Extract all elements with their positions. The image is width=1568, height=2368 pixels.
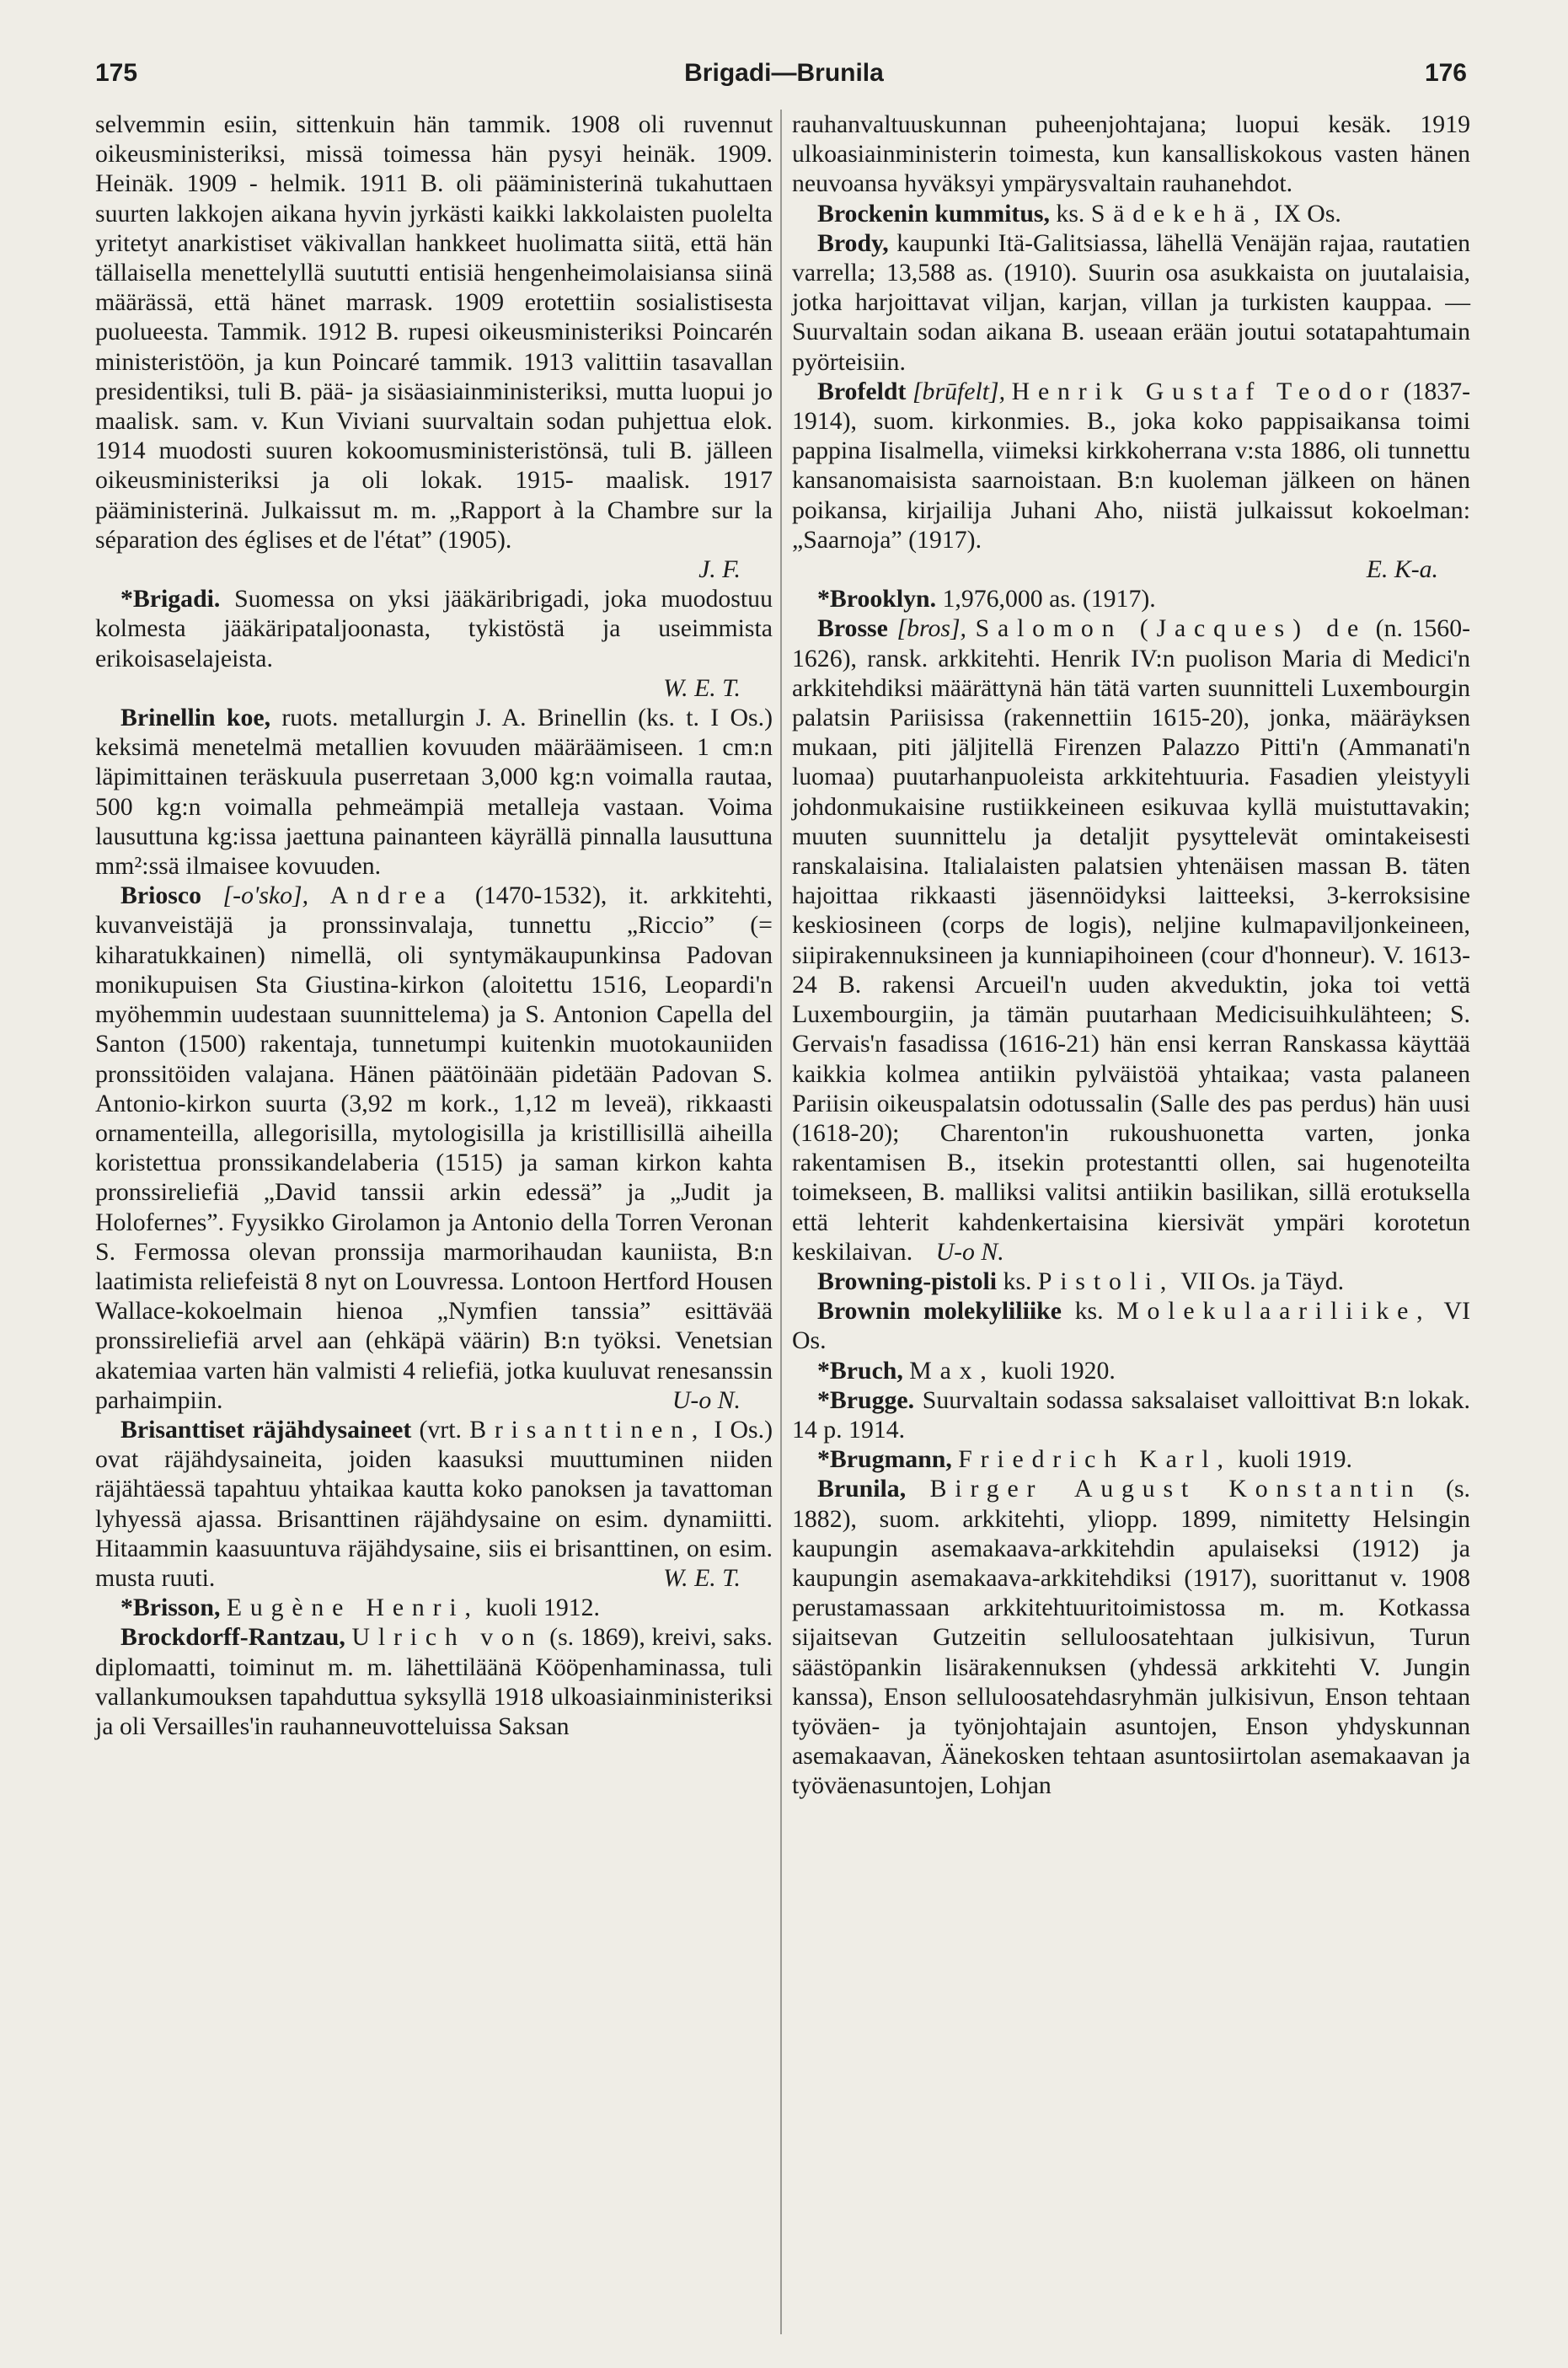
entry-text: Suomessa on yksi jääkäribrigadi, joka muodostuu kolmesta jääkäripataljoonasta, tykistöstä ja useimmista erikoisaselajeista. xyxy=(95,585,773,672)
see-also-prefix: ks. xyxy=(1003,1267,1032,1295)
given-name: Andrea xyxy=(329,881,454,910)
entry-text: (s. 1869), kreivi, saks. diplomaatti, toiminut m. m. lähettiläänä Kööpenhaminassa, tuli vallankumouksen tapahduttua syksyllä 1918 ulkoasiainministeriksi ja oli Versailles'in rauhanneuvotteluissa Saksan xyxy=(95,1623,773,1740)
headword: Brownin molekyliliike xyxy=(817,1297,1062,1326)
page-number-left: 175 xyxy=(95,59,138,87)
entry-brockenin-kummitus xyxy=(792,199,1470,228)
entry-brigadi xyxy=(95,584,773,673)
entry-text: selvemmin esiin, sittenkuin hän tammik. 1908 oli ruvennut oikeusministeriksi, missä toimessa hän pysyi heinäk. 1909. Heinäk. 1909 - helmik. 1911 B. oli pääministerinä tukahuttaen suurten lakkojen aikana hyvin jyrkästi kaikki lakkolaisten puolelta yritetyt anarkistiset väkivallan hankkeet huolimatta siitä, että hän tällaisella menettelyllä suututti entisiä hengenheimolaisiansa siinä määrässä, että hänet marrask. 1909 erotettiin sosialistisesta puolueesta. Tammik. 1912 B. rupesi oikeusministeriksi Poincarén ministeristöön, ja kun Poincaré tammik. 1913 valittiin tasavallan presidentiksi, tuli B. pää- ja sisäasiainministeriksi, mutta luopui jo maalisk. sam. v. Kun Viviani suurvaltain sodan puhjettua elok. 1914 muodosti suuren kokoomusministeristönsä, tuli B. jälleen oikeusministeriksi ja oli lokak. 1915- maalisk. 1917 pääministerinä. Julkaissut m. m. „Rapport à la Chambre sur la séparation des églises et de l'état” (1905). xyxy=(95,110,773,554)
headword: *Brooklyn. xyxy=(817,585,937,613)
headword: Brockenin kummitus, xyxy=(817,199,1050,228)
headword: Brunila, xyxy=(817,1475,907,1503)
entry-browning-pistoli xyxy=(792,1267,1470,1296)
column-divider xyxy=(780,110,782,2334)
entry-text: VII Os. ja Täyd. xyxy=(1180,1267,1345,1295)
entry-text: (1470-1532), it. arkkitehti, kuvanveistäjä ja pronssinvalaja, tunnettu „Riccio” (= kiharatukkainen) nimellä, oli syntymäkaupunkinsa Padovan monikupuisen Sta Giustina-kirkon (aloitettu 1516, Leopardi'n myöhemmin uudestaan suunnittelema) ja S. Antonion Capella del Santon (1500) rakentaja, tunnetumpi kuitenkin muotokauniiden pronssitöiden valajana. Hänen päätöinään pidetään Padovan S. Antonio-kirkon suurta (3,92 m kork., 1,12 m leveä), rikkaasti ornamenteilla, allegorisilla, mytologisilla ja kristillisillä aiheilla koristettua pronssikandelaberia (1515) ja saman kirkon kahta pronssireliefiä „David tanssii arkin edessä” ja „Judit ja Holofernes”. Fyysikko Girolamon ja Antonio della Torren Veronan S. Fermossa olevan pronssija marmorihaudan kauniista, B:n laatimista reliefeistä 8 nyt on Louvressa. Lontoon Hertford Housen Wallace-kokoelmain hienoa „Nymfien tanssia” esittävää pronssireliefiä arvel aan (ehkäpä väärin) B:n työksi. Venetsian akatemiaa varten hän valmisti 4 reliefiä, jotka kuuluvat renesanssin parhaimpiin. xyxy=(95,881,773,1414)
entry-brockdorff-rantzau xyxy=(95,1622,773,1741)
entry-text: Suurvaltain sodassa saksalaiset valloittivat B:n lokak. 14 p. 1914. xyxy=(792,1385,1471,1444)
author-signature: U-o N. xyxy=(935,1237,1004,1266)
entry-text: (n. 1560-1626), ransk. arkkitehti. Henrik IV:n puolison Maria di Medici'n arkkitehdiksi määrättynä hän tätä varten suunnitteli Luxembourgin palatsin Pariisissa (rakennettiin 1615-20), jonka, määräyksen mukaan, piti jäljitellä Firenzen Palazzo Pitti'n (Ammanati'n luomaa) puutarhanpuoleista arkkitehtuuria. Fasadien yleistyyli johdonmukaisine rustiikkeineen esikuvaa kyllä muistuttavakin; muuten suunnittelu ja detaljit pysyttelevät omintakeisesti ranskalaisina. Italialaisten palatsien yhtenäisen massan B. täten hajoittaa rikkaasti jäsennöidyksi laitteeksi, 3-kerroksisine keskiosineen (corps de logis), neljine kulmapaviljonkeineen, siipirakennuksineen ja kunniapihoineen (cour d'honneur). V. 1613-24 B. rakensi Arcueil'n uuden akveduktin, joka toi vettä Luxembourgiin, ja tämän puutarhaan Medicisuihkulähteen; S. Gervais'n fasadissa (1616-21) hän ensi kerran Ranskassa käyttää kaikkia kolmea antiikin pylväistöä yhtaikaa; vasta palaneen Pariisin oikeuspalatsin odotussalin (Salle des pas perdus) hän uusi (1618-20); Charenton'in rukoushuonetta varten, jonka rakentamisen B., itsekin protestantti ollen, sai hugenoteilta toimekseen, B. malliksi valitsi antiikin basilikan, sillä erotuksella että lehterit kahdenkertaisina kiersivät ympäri korotetun keskilaivan. xyxy=(792,614,1471,1266)
author-signature: E. K-a. xyxy=(1366,555,1438,584)
entry-text: (s. 1882), suom. arkkitehti, yliopp. 1899, nimitetty Helsingin kaupungin asemakaava-arkkitehdin apulaiseksi (1912) ja kaupungin asemakaava-arkkitehdiksi (1917), suorittanut v. 1908 perustamassaan arkkitehtuuritoimistossa m. m. Kotkassa sijaitsevan Gutzeitin selluloosatehtaan julkisivun, Turun säästöpankin lisärakennuksen (yhdessä arkkitehti V. Jungin kanssa), Enson selluloosatehdasryhmän julkisivun, Enson tehtaan työväen- ja työnjohtajain asuntojen, Enson yhdyskunnan asemakaavan, Äänekosken tehtaan asuntosiirtolan asemakaavan ja työväenasuntojen, Lohjan xyxy=(792,1475,1470,1800)
right-column xyxy=(792,110,1470,2351)
entry-text: IX Os. xyxy=(1274,199,1341,228)
entry-brofeldt xyxy=(792,377,1470,554)
given-name: Eugène Henri, xyxy=(226,1594,479,1622)
entry-text: (1837-1914), suom. kirkonmies. B., joka koko pappisaikansa toimi pappina Iisalmella, viimeksi kirkkoherrana v:sta 1886, oli tunnettu kansanomaisista saarnoistaan. B:n kuoleman jälkeen on hänen poikansa, kirjailija Juhani Aho, niistä julkaissut kokoelman: „Saarnoja” (1917). xyxy=(792,377,1471,554)
headword: Briosco xyxy=(120,881,201,910)
entry-brody xyxy=(792,228,1470,377)
headword: Brody, xyxy=(817,228,889,257)
entry-briosco xyxy=(95,881,773,1415)
entry-continuation-briand xyxy=(95,110,773,554)
entry-text: rauhanvaltuuskunnan puheenjohtajana; luopui kesäk. 1919 ulkoasiainministerin toimesta, kun kansalliskokous vasten hänen neuvoansa hyväksyi ympärysvaltain rauhanehdot. xyxy=(792,110,1470,198)
pronunciation: [-o'sko], xyxy=(222,881,309,910)
entry-text: I Os.) ovat räjähdysaineita, joiden kaasuksi muuttuminen niiden räjähtäessä tapahtuu yhtaikaa kautta koko panoksen ja tavattoman lyhyessä ajassa. Brisanttinen räjähdysaine on esim. dynamiitti. Hitaammin kaasuuntuva räjähdysaine, siis ei brisanttinen, on esim. musta ruuti. xyxy=(95,1415,773,1592)
given-name: Max, xyxy=(909,1356,995,1385)
headword: Browning-pistoli xyxy=(817,1267,998,1295)
headword: *Brigadi. xyxy=(120,585,221,613)
headword: Brofeldt xyxy=(817,377,907,405)
running-title: Brigadi—Brunila xyxy=(684,59,884,87)
entry-brisanttiset xyxy=(95,1415,773,1593)
entry-text: kuoli 1912. xyxy=(485,1594,600,1622)
headword: Brinellin koe, xyxy=(120,704,271,732)
entry-text: ruots. metallurgin J. A. Brinellin (ks. t. I Os.) keksimä menetelmä metallien kovuuden määräämiseen. 1 cm:n läpimittainen teräskuula puserretaan 3,000 kg:n voimalla rautaa, 500 kg:n voimalla pehmeämpiä metalleja vastaan. Voima lausuttuna kg:issa jaettuna painanteen käyrällä pinnalla lausuttuna mm²:ssä ilmaisee kovuuden. xyxy=(95,704,773,881)
entry-text: kuoli 1919. xyxy=(1238,1445,1353,1474)
entry-brugmann xyxy=(792,1444,1470,1474)
entry-bruch xyxy=(792,1356,1470,1385)
entry-brownin-molekyliliike xyxy=(792,1296,1470,1355)
cross-reference: Brisanttinen, xyxy=(469,1415,707,1444)
entry-brugge xyxy=(792,1385,1470,1444)
headword: Brosse xyxy=(817,614,888,643)
author-signature: W. E. T. xyxy=(663,673,741,702)
cross-reference: Pistoli, xyxy=(1037,1267,1175,1295)
see-also-prefix: (vrt. xyxy=(419,1415,462,1444)
headword: *Brugmann, xyxy=(817,1445,952,1474)
entry-brisson xyxy=(95,1593,773,1622)
headword: Brockdorff-Rantzau, xyxy=(120,1623,345,1652)
entry-brosse xyxy=(792,613,1470,1266)
given-name: Henrik Gustaf Teodor xyxy=(1011,377,1398,405)
author-signature: J. F. xyxy=(698,555,741,584)
pronunciation: [bros], xyxy=(896,614,967,643)
entry-continuation-brockdorff xyxy=(792,110,1470,199)
pronunciation: [brūfelt], xyxy=(912,377,1006,405)
cross-reference: Sädekehä, xyxy=(1090,199,1268,228)
see-also-prefix: ks. xyxy=(1074,1297,1104,1326)
cross-reference: Molekulaariliike, xyxy=(1116,1297,1432,1326)
entry-brinellin-koe xyxy=(95,703,773,881)
given-name: Salomon (Jacques) de xyxy=(975,614,1367,643)
author-signature: U-o N. xyxy=(672,1385,741,1414)
entry-text: kuoli 1920. xyxy=(1001,1356,1116,1385)
entry-text: kaupunki Itä-Galitsiassa, lähellä Venäjän rajaa, rautatien varrella; 13,588 as. (1910). Suurin osa asukkaista on juutalaisia, jotka harjoittavat viljan, karjan, villan ja turkisten kauppaa. — Suurvaltain sodan aikana B. useaan erään joutui sotatapahtumain pyörteisiin. xyxy=(792,228,1470,376)
page-header xyxy=(0,0,1568,110)
headword: *Brisson, xyxy=(120,1594,221,1622)
entry-brunila xyxy=(792,1474,1470,1800)
left-column xyxy=(95,110,773,2351)
given-name: Friedrich Karl, xyxy=(958,1445,1232,1474)
headword: Brisanttiset räjähdysaineet xyxy=(120,1415,412,1444)
author-signature: W. E. T. xyxy=(663,1563,741,1592)
headword: *Brugge. xyxy=(817,1385,915,1414)
entry-text: 1,976,000 as. (1917). xyxy=(942,585,1156,613)
see-also-prefix: ks. xyxy=(1056,199,1085,228)
given-name: Ulrich von xyxy=(351,1623,543,1652)
headword: *Bruch, xyxy=(817,1356,903,1385)
page-number-right: 176 xyxy=(1424,59,1467,87)
given-name: Birger August Konstantin xyxy=(929,1475,1422,1503)
entry-brooklyn xyxy=(792,584,1470,613)
entry-text: VI Os. xyxy=(792,1297,1470,1355)
